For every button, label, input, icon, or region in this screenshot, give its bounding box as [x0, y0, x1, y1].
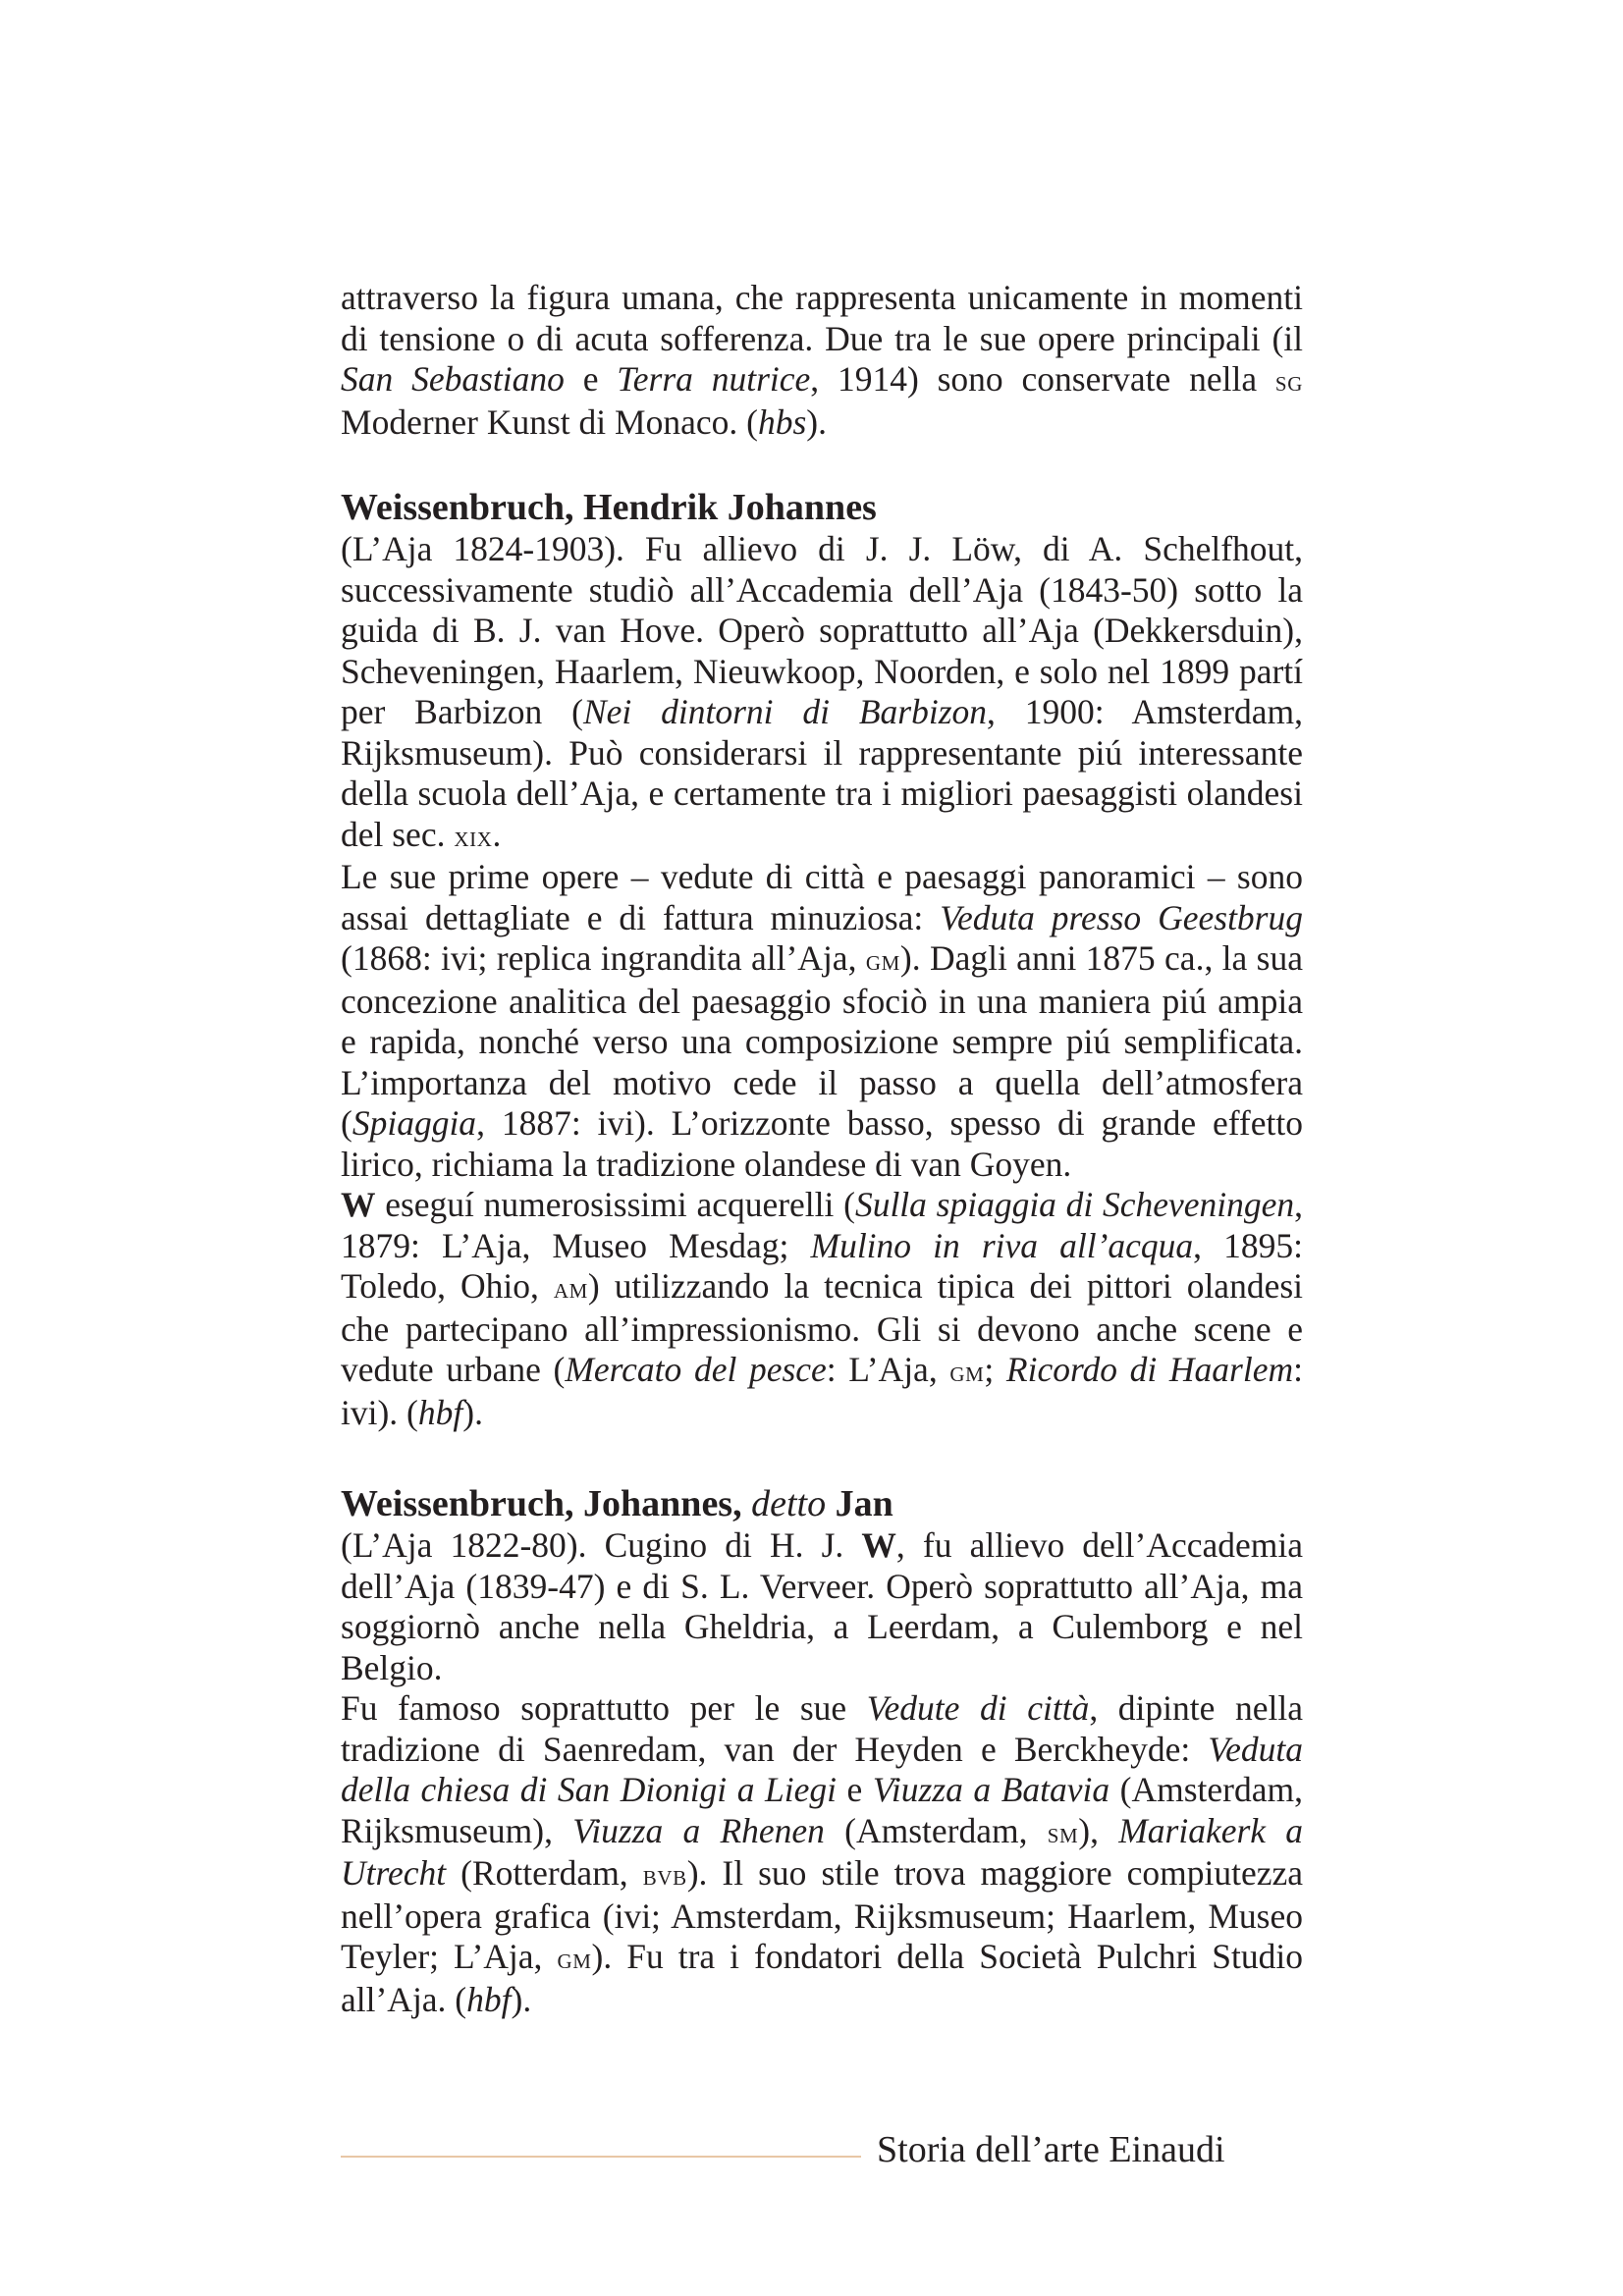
- author-initials: hbf: [466, 1979, 512, 2019]
- abbreviation: gm: [865, 943, 900, 977]
- abbreviation: sg: [1274, 364, 1303, 398]
- century-numeral: xix: [454, 819, 493, 853]
- abbreviation: bvb: [642, 1858, 687, 1892]
- entry-johannes-paragraph-2: Fu famoso soprattutto per le sue Vedute di città, dipinte nella tradizione di Saenredam, van der Heyden e Berckheyde: Veduta della chiesa di San Dionigi a Liegi e Viuzza a Batavia (Amsterdam, Rijksmuseum), Viuzza a Rhenen (Amsterdam, sm), Mariakerk a Utrecht (Rotterdam, bvb). Il suo stile trova maggiore compiutezza nell’opera grafica (ivi; Amsterdam, Rijksmuseum; Haarlem, Museo Teyler; L’Aja, gm). Fu tra i fondatori della Società Pulchri Studio all’Aja. (hbf).: [341, 1688, 1304, 2019]
- entry-hendrik-paragraph-3: W eseguí numerosissimi acquerelli (Sulla spiaggia di Scheveningen, 1879: L’Aja, Museo Mesdag; Mulino in riva all’acqua, 1895: Toledo, Ohio, am) utilizzando la tecnica tipica dei pittori olandesi che partecipano all’impressionismo. Gli si devono anche scene e vedute urbane (Mercato del pesce: L’Aja, gm; Ricordo di Haarlem: ivi). (hbf).: [341, 1185, 1304, 1432]
- artwork-title: Spiaggia: [352, 1103, 477, 1143]
- artwork-title: Veduta della chiesa di San Dionigi a Liegi: [341, 1729, 1303, 1809]
- abbreviation: gm: [557, 1942, 592, 1975]
- abbreviation: am: [553, 1271, 588, 1305]
- intro-paragraph: attraverso la figura umana, che rappresenta unicamente in momenti di tensione o di acuta sofferenza. Due tra le sue opere principali (il San Sebastiano e Terra nutrice, 1914) sono conservate nella sg Moderner Kunst di Monaco. (hbs).: [341, 278, 1303, 442]
- footer-rule: [341, 2156, 861, 2158]
- name-initial: W: [341, 1185, 376, 1224]
- artwork-title: Veduta presso Geestbrug: [940, 897, 1303, 937]
- entry-hendrik-paragraph-1: (L’Aja 1824-1903). Fu allievo di J. J. Löw, di A. Schelfhout, successivamente studiò all’Accademia dell’Aja (1843-50) sotto la guida di B. J. van Hove. Operò soprattutto all’Aja (Dekkersduin), Scheveningen, Haarlem, Nieuwkoop, Noorden, e solo nel 1899 partí per Barbizon (Nei dintorni di Barbizon, 1900: Amsterdam, Rijksmuseum). Può considerarsi il rappresentante piú interessante della scuola dell’Aja, e certamente tra i migliori paesaggisti olandesi del sec. xix.: [341, 529, 1304, 854]
- entry-heading-hendrik: Weissenbruch, Hendrik Johannes: [341, 487, 877, 528]
- page-body: [341, 278, 1303, 2020]
- abbreviation: sm: [1047, 1815, 1079, 1849]
- author-initials: hbs: [757, 401, 807, 442]
- name-initial: W: [861, 1525, 896, 1565]
- author-initials: hbf: [417, 1392, 463, 1432]
- artwork-title: Sulla spiaggia di Scheveningen: [854, 1185, 1295, 1224]
- entry-johannes-paragraph-1: (L’Aja 1822-80). Cugino di H. J. W, fu allievo dell’Accademia dell’Aja (1839-47) e di S. L. Verveer. Operò soprattutto all’Aja, ma soggiornò anche nella Gheldria, a Leerdam, a Culemborg e nel Belgio.: [341, 1525, 1304, 1687]
- artwork-title: Viuzza a Batavia: [872, 1770, 1110, 1809]
- entry-heading-johannes: Weissenbruch, Johannes, detto Jan: [341, 1483, 893, 1524]
- artwork-title: Mariakerk a Utrecht: [341, 1810, 1304, 1893]
- artwork-title: Ricordo di Haarlem: [1005, 1350, 1294, 1389]
- artwork-title: San Sebastiano: [341, 359, 565, 399]
- artwork-title: Vedute di città: [866, 1688, 1090, 1728]
- artwork-title: Viuzza a Rhenen: [572, 1810, 825, 1850]
- footer-publisher: Storia dell’arte Einaudi: [877, 2129, 1225, 2170]
- artwork-title: Nei dintorni di Barbizon: [582, 692, 988, 731]
- artwork-title: Mulino in riva all’acqua: [810, 1225, 1194, 1265]
- artwork-title: Terra nutrice: [617, 359, 811, 399]
- artwork-title: Mercato del pesce: [565, 1350, 827, 1389]
- abbreviation: gm: [949, 1355, 985, 1388]
- heading-detto: detto: [751, 1483, 827, 1524]
- entry-hendrik-paragraph-2: Le sue prime opere – vedute di città e paesaggi panoramici – sono assai dettagliate e di fattura minuziosa: Veduta presso Geestbrug (1868: ivi; replica ingrandita all’Aja, gm). Dagli anni 1875 ca., la sua concezione analitica del paesaggio sfociò in una maniera piú ampia e rapida, nonché verso una composizione sempre piú semplificata. L’importanza del motivo cede il passo a quella dell’atmosfera (Spiaggia, 1887: ivi). L’orizzonte basso, spesso di grande effetto lirico, richiama la tradizione olandese di van Goyen.: [341, 857, 1303, 1184]
